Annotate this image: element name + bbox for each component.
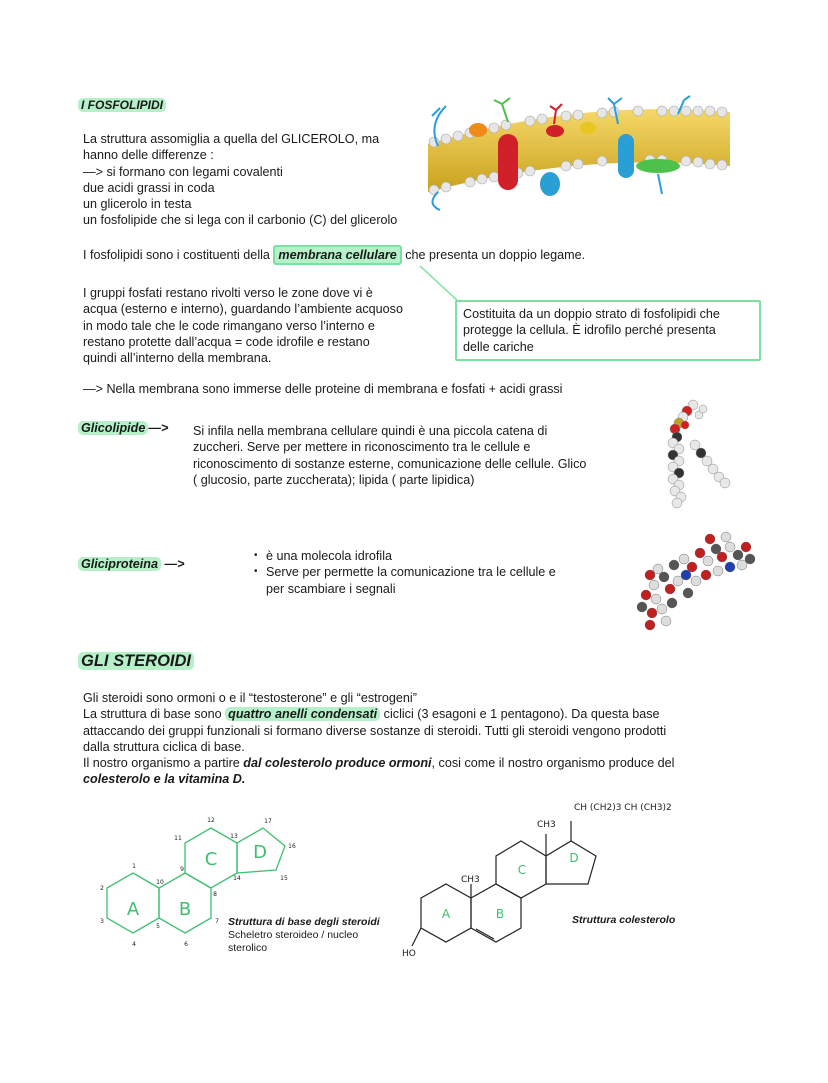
steroidi-heading: GLI STEROIDI <box>78 652 194 671</box>
ring-label: B <box>178 899 192 920</box>
glicolipide-label: Glicolipide —> <box>78 420 168 436</box>
ring-label: A <box>126 899 140 920</box>
steroidi-paragraph: Gli steroidi sono ormoni o e il “testosterone” e gli “estrogeni” La struttura di base sono quattro anelli condensati ciclici (3 esagoni e 1 pentagono). Da questa base attaccando dei gruppi funzionali si formano diverse sostanze di steroidi. Tutti gli steroidi vengono prodotti dalla struttura ciclica di base. Il nostro organismo a partire dal colesterolo produce ormoni, cosi come il nostro organismo produce del colesterolo e la vitamina D. <box>83 691 675 787</box>
list-item: • è una molecola idrofila <box>254 548 614 564</box>
cholesterol-diagram <box>398 796 708 966</box>
four-rings-term: quattro anelli condensati <box>225 707 380 721</box>
carbon-number: 16 <box>288 843 296 850</box>
membrane-sentence: I fosfolipidi sono i costituenti della membrana cellulare che presenta un doppio legame. <box>83 247 585 263</box>
ring-label: D <box>569 851 579 865</box>
ring-label: B <box>495 907 505 921</box>
carbon-number: 14 <box>233 875 241 882</box>
base-diagram-caption: Struttura di base degli steroidi Scheletro steroideo / nucleo sterolico <box>228 916 380 954</box>
cholesterol-caption: Struttura colesterolo <box>572 914 676 926</box>
methyl-group-label: CH3 <box>537 820 556 830</box>
gliciproteina-label: Gliciproteina —> <box>78 556 184 572</box>
hydroxyl-label: HO <box>402 949 416 959</box>
carbon-number: 5 <box>156 923 160 930</box>
glicolipide-molecule-image <box>655 395 740 515</box>
side-chain-label: CH (CH2)3 CH (CH3)2 <box>574 803 672 813</box>
fosfolipidi-intro: La struttura assomiglia a quella del GLICEROLO, ma hanno delle differenze : —> si formano con legami covalenti due acidi grassi in coda un glicerolo in testa un fosfolipide che si lega con il carbonio (C) del glicerolo <box>83 132 398 228</box>
membrane-illustration <box>418 94 738 214</box>
carbon-number: 8 <box>213 891 217 898</box>
carbon-number: 2 <box>100 885 104 892</box>
carbon-number: 9 <box>180 866 184 873</box>
membrane-term: membrana cellulare <box>273 245 401 265</box>
carbon-number: 6 <box>184 941 188 948</box>
gliciproteina-bullets <box>254 548 614 597</box>
ring-label: C <box>517 863 527 877</box>
membrane-note-box: Costituita da un doppio strato di fosfolipidi che protegge la cellula. È idrofilo perché presenta delle cariche <box>455 300 761 361</box>
carbon-number: 1 <box>132 863 136 870</box>
carbon-number: 15 <box>280 875 288 882</box>
carbon-number: 10 <box>156 879 164 886</box>
fosfolipidi-heading: I FOSFOLIPIDI <box>78 98 166 112</box>
carbon-number: 11 <box>174 835 182 842</box>
carbon-number: 17 <box>264 818 272 825</box>
glicolipide-description: Si infila nella membrana cellulare quindi è una piccola catena di zuccheri. Serve per mettere in riconoscimento tra le cellule e riconoscimento di sostanze esterne, comunicazione delle cellule. Glico ( glucosio, parte zuccherata); lipida ( parte lipidica) <box>193 424 587 487</box>
ring-label: A <box>441 907 451 921</box>
gliciproteina-molecule-image <box>630 525 760 635</box>
carbon-number: 13 <box>230 833 238 840</box>
carbon-number: 7 <box>215 918 219 925</box>
ring-label: C <box>204 849 218 870</box>
list-item: • Serve per permette la comunicazione tra le cellule e per scambiare i segnali <box>254 564 614 597</box>
carbon-number: 4 <box>132 941 136 948</box>
membrane-proteins-line: —> Nella membrana sono immerse delle proteine di membrana e fosfati + acidi grassi <box>83 382 563 396</box>
carbon-number: 3 <box>100 918 104 925</box>
ring-label: D <box>253 842 267 863</box>
methyl-group-label: CH3 <box>461 875 480 885</box>
carbon-number: 12 <box>207 817 215 824</box>
note-connector <box>415 264 465 304</box>
phosphate-groups-paragraph: I gruppi fosfati restano rivolti verso le zone dove vi è acqua (esterno e interno), guardando l’ambiente acquoso in modo tale che le code rimangano verso l’interno e restano protette dall’acqua = code idrofile e restano quindi all’interno della membrana. <box>83 286 403 366</box>
